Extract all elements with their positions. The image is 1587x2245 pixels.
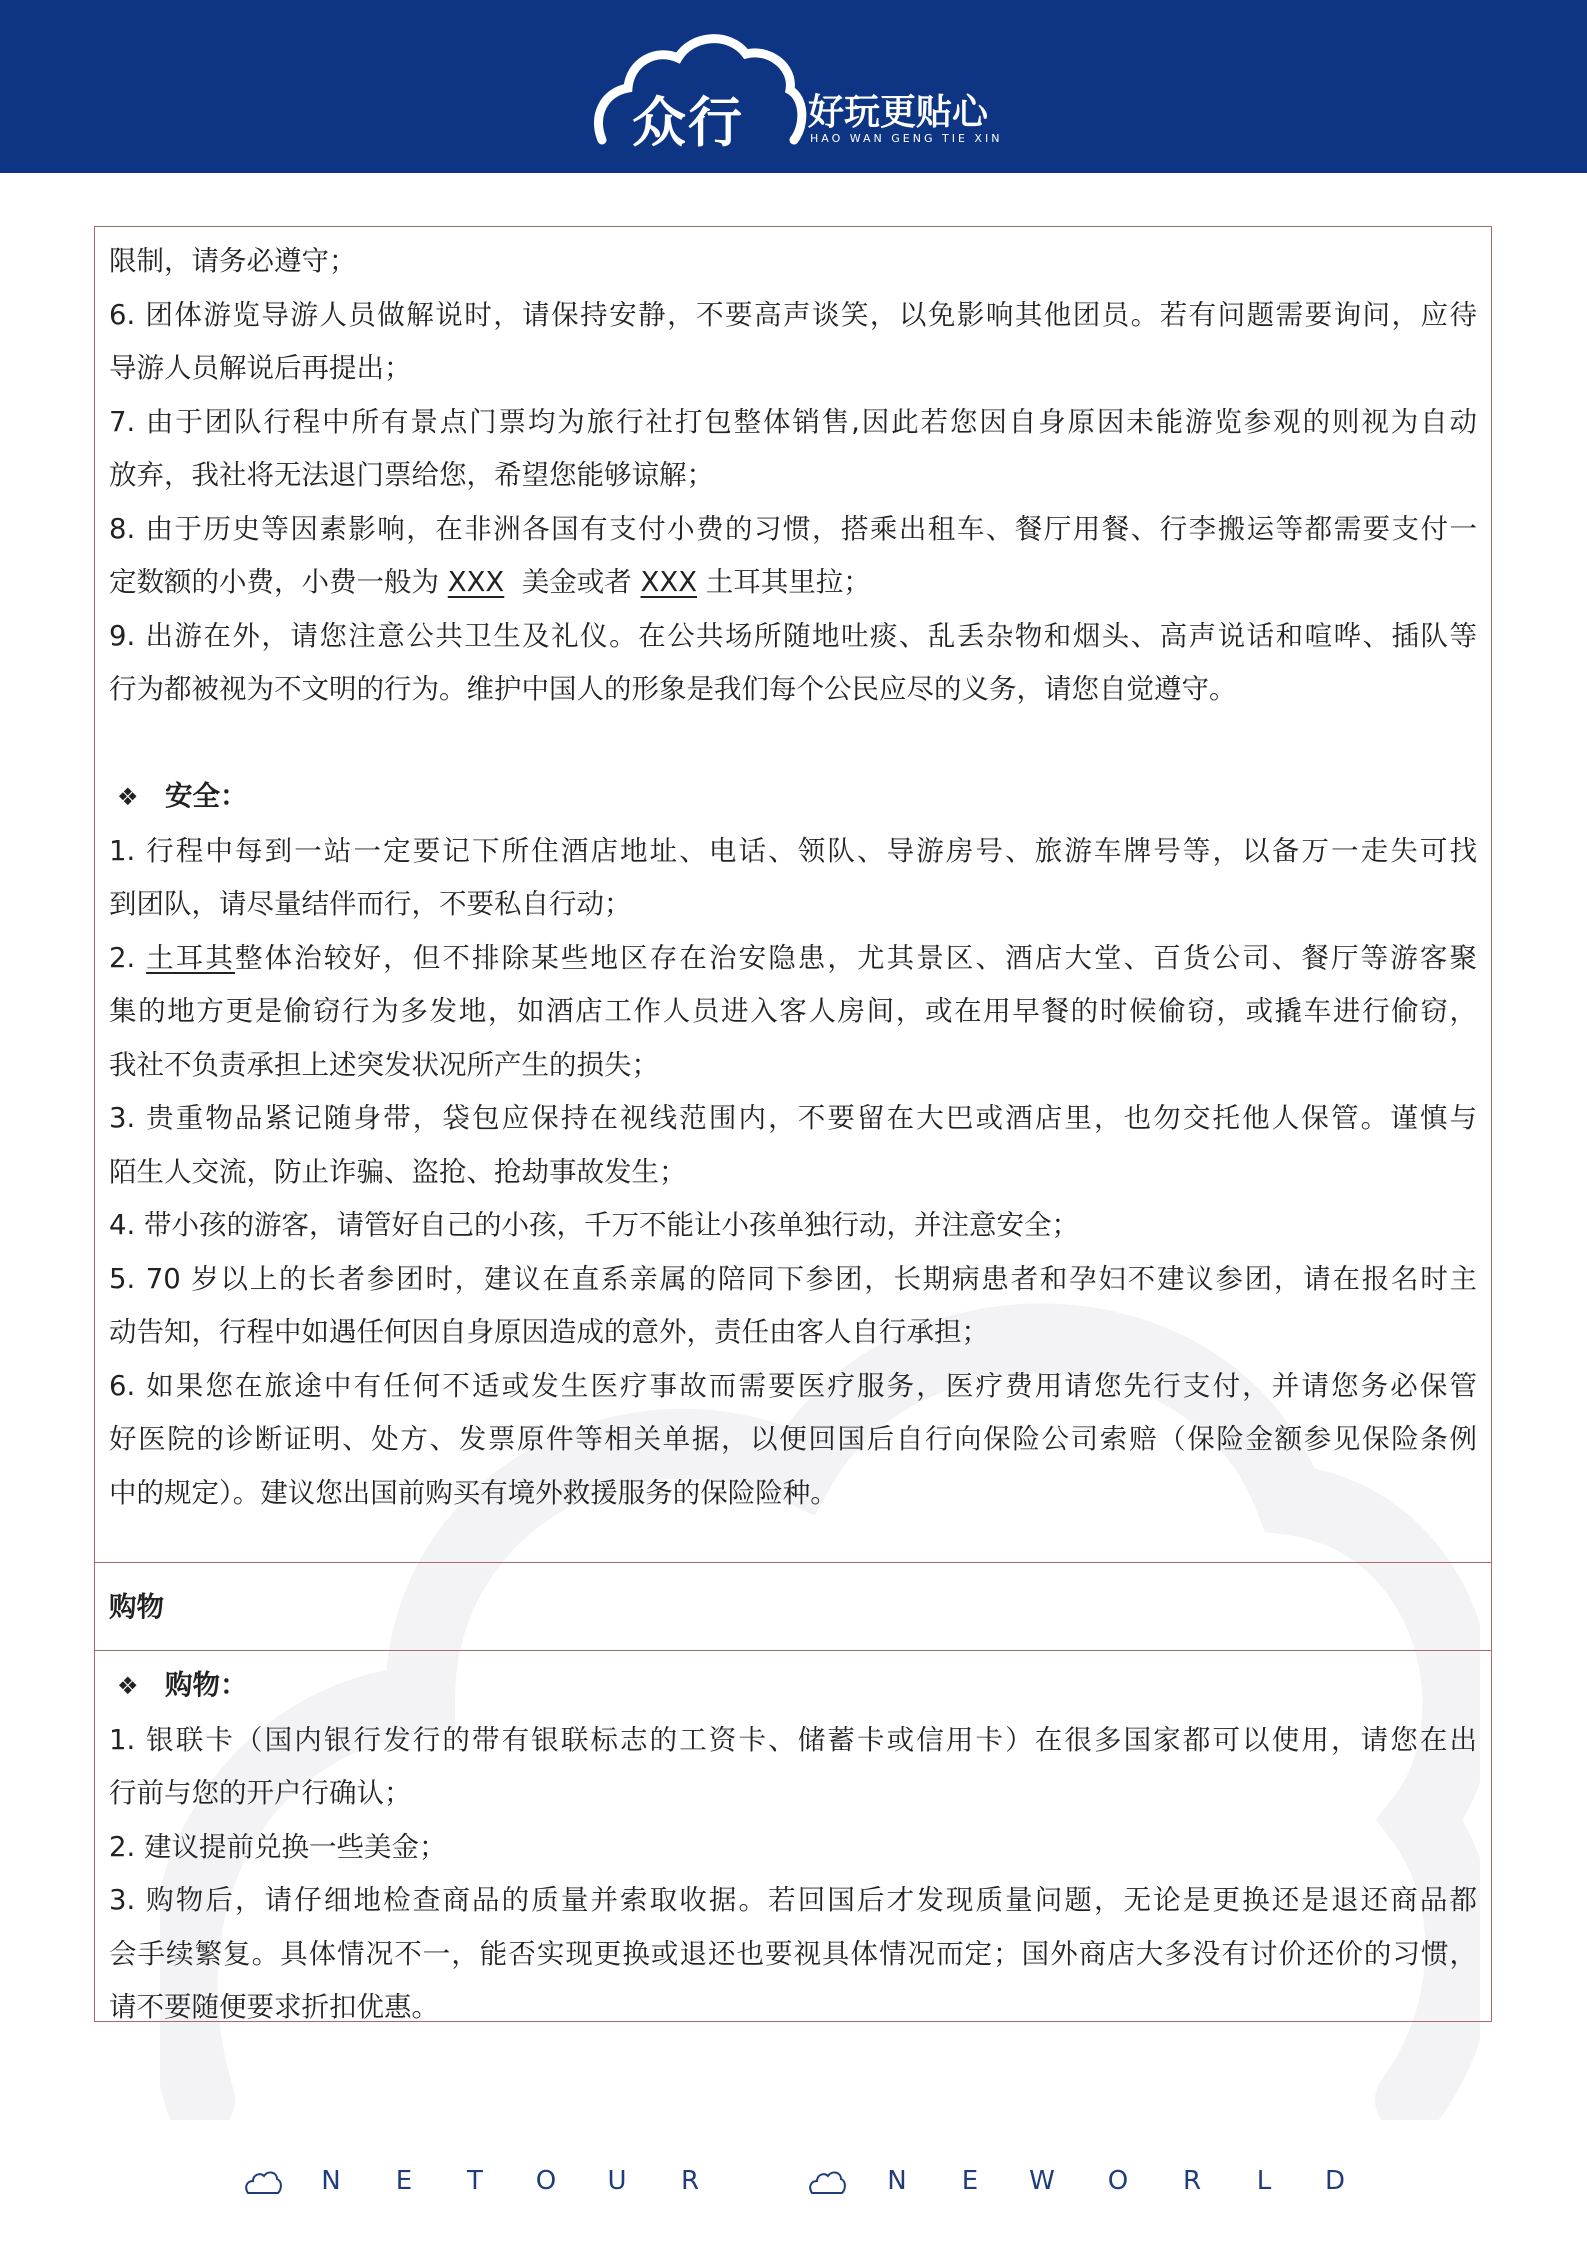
text-line: 9. 出游在外，请您注意公共卫生及礼仪。在公共场所随地吐痰、乱丢杂物和烟头、高声说话和喧哗、插队等 <box>109 619 1477 652</box>
country-name: 土耳其 <box>146 941 235 974</box>
diamond-bullet-icon: ❖ <box>117 1672 139 1700</box>
text-line: 动告知，行程中如遇任何因自身原因造成的意外，责任由客人自行承担； <box>109 1316 989 1348</box>
page-header <box>0 0 1587 173</box>
logo-slogan: 好玩更贴心 <box>808 92 989 133</box>
text-line: 4. 带小孩的游客，请管好自己的小孩，千万不能让小孩单独行动，并注意安全； <box>109 1209 1079 1241</box>
text-line: 2. 建议提前兑换一些美金； <box>109 1830 447 1863</box>
diamond-bullet-icon: ❖ <box>117 783 139 811</box>
text-line: 中的规定）。建议您出国前购买有境外救援服务的保险险种。 <box>109 1476 838 1509</box>
text-line: 5. 70 岁以上的长者参团时，建议在直系亲属的陪同下参团，长期病患者和孕妇不建议参团，请在报名时主 <box>109 1262 1477 1295</box>
text-line: 8. 由于历史等因素影响，在非洲各国有支付小费的习惯，搭乘出租车、餐厅用餐、行李搬运等都需要支付一 <box>109 512 1477 545</box>
shopping-title-cell <box>95 1563 1491 1651</box>
footer-letter: D <box>1324 2166 1346 2196</box>
shopping-cell <box>95 1651 1491 2023</box>
text-line: 我社不负责承担上述突发状况所产生的损失； <box>109 1048 659 1081</box>
cloud-icon <box>244 2170 282 2196</box>
text-line: 1. 行程中每到一站一定要记下所住酒店地址、电话、领队、导游房号、旅游车牌号等，以备万一走失可找 <box>109 834 1477 867</box>
footer-letter: U <box>607 2166 627 2196</box>
brand-logo <box>590 28 1010 158</box>
footer-letter: R <box>680 2166 700 2196</box>
shopping-heading-text: 购物： <box>165 1669 248 1701</box>
text-line: 1. 银联卡（国内银行发行的带有银联标志的工资卡、储蓄卡或信用卡）在很多国家都可以使用，请您在出 <box>109 1723 1477 1756</box>
text-line: 3. 购物后，请仔细地检查商品的质量并索取收据。若回国后才发现质量问题，无论是更换还是退还商品都 <box>109 1884 1477 1916</box>
footer-letter: N <box>321 2166 341 2196</box>
logo-pinyin: HAO WAN GENG TIE XIN <box>810 132 1003 145</box>
footer-letter: R <box>1182 2166 1202 2196</box>
section-title: 购物 <box>109 1591 164 1623</box>
tip-text: 定数额的小费，小费一般为 <box>109 566 448 598</box>
text-line: 行为都被视为不文明的行为。维护中国人的形象是我们每个公民应尽的义务，请您自觉遵守。 <box>109 673 1237 705</box>
footer-letter: L <box>1256 2166 1272 2196</box>
spacer <box>109 717 1477 771</box>
text-line: 陌生人交流，防止诈骗、盗抢、抢劫事故发生； <box>109 1155 687 1188</box>
text-line: 请不要随便要求折扣优惠。 <box>109 1991 439 2023</box>
text-line: 导游人员解说后再提出； <box>109 352 412 384</box>
text-line: 3. 贵重物品紧记随身带，袋包应保持在视线范围内，不要留在大巴或酒店里，也勿交托他人保管。谨慎与 <box>109 1102 1477 1134</box>
footer-letter: T <box>467 2166 483 2196</box>
text-line: 7. 由于团队行程中所有景点门票均为旅行社打包整体销售,因此若您因自身原因未能游览参观的则视为自动 <box>109 405 1477 438</box>
text-line: 集的地方更是偷窃行为多发地，如酒店工作人员进入客人房间，或在用早餐的时候偷窃，或撬车进行偷窃， <box>109 995 1477 1027</box>
text-line: 限制，请务必遵守； <box>109 245 357 277</box>
tip-amount-lira: XXX <box>640 566 698 598</box>
text-line: 行前与您的开户行确认； <box>109 1777 412 1809</box>
page-footer <box>0 2162 1587 2210</box>
tip-amount-usd: XXX <box>447 566 505 598</box>
footer-letter: O <box>535 2166 557 2196</box>
footer-letter: N <box>887 2166 907 2196</box>
item-text: 整体治较好，但不排除某些地区存在治安隐患，尤其景区、酒店大堂、百货公司、餐厅等游客聚 <box>234 941 1478 974</box>
notice-table <box>94 226 1492 2022</box>
footer-letter: E <box>961 2166 979 2196</box>
text-line: 好医院的诊断证明、处方、发票原件等相关单据，以便回国后自行向保险公司索赔（保险金额参见保险条例 <box>109 1423 1477 1455</box>
tip-text: 土耳其里拉； <box>697 566 871 598</box>
cloud-icon <box>808 2170 846 2196</box>
safety-heading-text: 安全： <box>165 780 248 812</box>
text-line: 6. 团体游览导游人员做解说时，请保持安静，不要高声谈笑，以免影响其他团员。若有问题需要询问，应待 <box>109 298 1477 331</box>
footer-letter: O <box>1107 2166 1129 2196</box>
item-number: 2. <box>109 941 147 974</box>
footer-letter: W <box>1029 2166 1055 2196</box>
rules-cell <box>95 227 1491 1563</box>
text-line: 6. 如果您在旅途中有任何不适或发生医疗事故而需要医疗服务，医疗费用请您先行支付，并请您务必保管 <box>109 1369 1477 1402</box>
safety-heading <box>109 770 1477 825</box>
footer-letter: E <box>395 2166 413 2196</box>
text-line: 会手续繁复。具体情况不一，能否实现更换或退还也要视具体情况而定；国外商店大多没有讨价还价的习惯， <box>109 1937 1477 1970</box>
shopping-heading <box>109 1659 1477 1714</box>
country-line <box>109 932 1477 986</box>
tip-amount-line <box>109 556 1477 610</box>
text-line: 到团队，请尽量结伴而行，不要私自行动； <box>109 888 632 920</box>
text-line: 放弃，我社将无法退门票给您，希望您能够谅解； <box>109 459 714 491</box>
logo-wordmark: 众行 <box>632 91 744 154</box>
tip-text: 美金或者 <box>504 566 641 598</box>
